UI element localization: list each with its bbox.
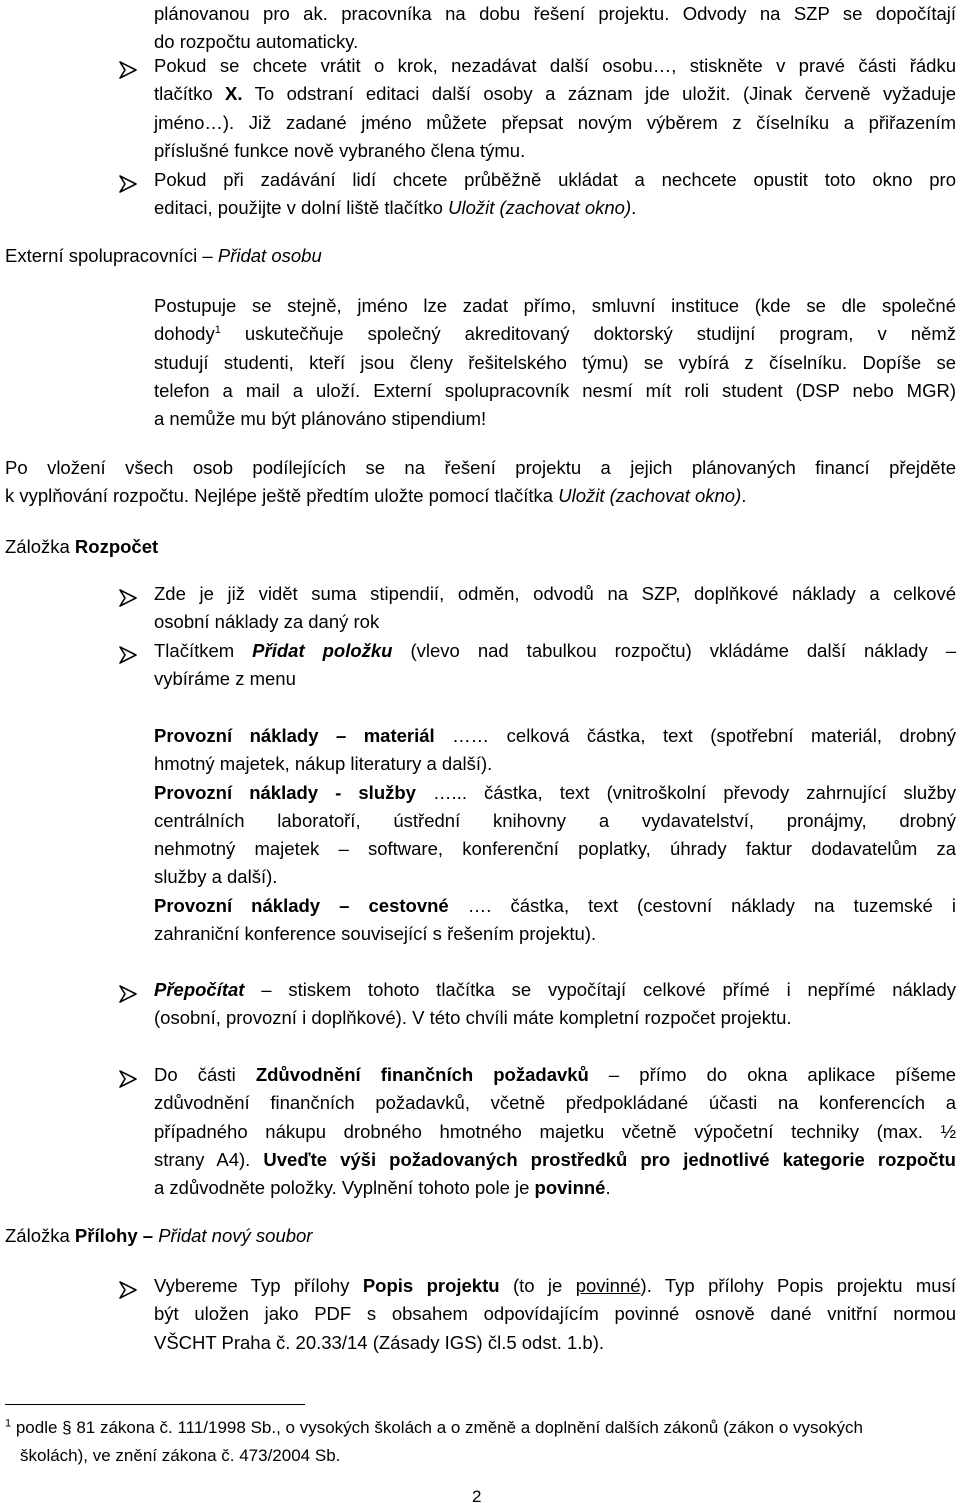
text-run: editaci, použijte v dolní liště tlačítko [154,197,449,219]
menu-item-travel: Provozní náklady – cestovné [154,894,449,916]
bullet-add-item [154,637,956,694]
menu-item-material: Provozní náklady – materiál [154,725,435,746]
text-line: Pokud se chcete vrátit o krok, nezadávat další osobu…, stiskněte v pravé části řádku [154,55,956,76]
footnote-divider [5,1404,305,1405]
page-number: 2 [472,1487,482,1506]
text-run: k vyplňování rozpočtu. Nejlépe ještě předtím uložte pomocí tlačítka [5,485,559,507]
text-line: VŠCHT Praha č. 20.33/14 (Zásady IGS) čl.5 odst. 1.b). [154,1331,605,1353]
save-button-ref: Uložit (zachovat okno) [448,197,632,219]
text-line: zahraniční konference související s řešením projektu). [154,923,597,945]
text-run: – stiskem tohoto tlačítka se vypočítají celkové přímé i nepřímé náklady [244,979,956,1000]
text-line: a nemůže mu být plánováno stipendium! [154,408,487,430]
attachment-type-ref: Popis projektu [362,1275,500,1296]
text-line [154,1146,956,1174]
text-run: Záložka [5,536,75,557]
text-line: být uložen jako PDF s obsahem odpovídajícím povinné osnově dané vnitřní normou [154,1303,956,1325]
bullet-justification [154,1061,956,1202]
text-run: dohody [154,323,215,345]
text-line [154,1272,956,1300]
text-line: nehmotný majetek – software, konferenční poplatky, úhrady faktur dodavatelům za [154,838,956,860]
text-run: Do části [154,1064,256,1085]
text-run: …… celková částka, text (spotřební materiál, drobný [434,725,956,746]
footnote-ref: 1 [214,324,221,337]
text-line: zdůvodnění finančních požadavků, včetně předpokládané účasti na konferencích a [154,1092,956,1114]
text-line: (osobní, provozní i doplňkové). V této chvíli máte kompletní rozpočet projektu. [154,1007,792,1029]
text-line: vybíráme z menu [154,668,296,690]
text-line: Postupuje se stejně, jméno lze zadat přímo, smluvní instituce (kde se dle společné [154,295,956,316]
text-run: . [741,485,747,507]
arrow-bullet-icon [118,980,142,1004]
arrow-bullet-icon [118,641,142,665]
add-file-ref: Přidat nový soubor [158,1225,313,1246]
text-line: studují studenti, kteří jsou členy řešitelského týmu) se vybírá z číselníku. Dopíše se [154,351,956,373]
bullet-save-progress [154,166,956,223]
text-run: To odstraní editaci další osoby a záznam jde uložit. (Jinak červeně vyžaduje [242,83,956,105]
text-line: osobní náklady za daný rok [154,611,380,633]
menu-item-services: Provozní náklady - služby [154,781,416,803]
footnote-line [5,1414,957,1442]
text-run: . [631,197,637,219]
arrow-bullet-icon [118,170,142,194]
section-heading-budget [5,533,505,561]
bullet-budget-sum [154,580,956,637]
footnote-line: školách), ve znění zákona č. 473/2004 Sb. [20,1446,341,1465]
text-line: případného nákupu drobného hmotného majetku včetně výpočetní techniky (max. ½ [154,1120,956,1142]
text-run: a zdůvodněte položky. Vyplnění tohoto pole je [154,1177,535,1199]
text-line [154,976,956,1004]
text-run: . [605,1177,611,1199]
text-line [5,482,956,510]
text-line: Po vložení všech osob podílejících se na řešení projektu a jejich plánovaných financí přejděte [5,457,956,478]
text-line [154,1174,956,1202]
footnote [5,1414,957,1470]
section-heading-attachments [5,1222,705,1250]
bullet-back-step [154,52,956,165]
heading-line [5,1222,705,1250]
text-run: Externí spolupracovníci – [5,245,218,266]
text-line [154,722,956,750]
emphasis-text: Uveďte výši požadovaných prostředků pro jednotlivé kategorie rozpočtu [263,1148,956,1170]
bullet-recalculate [154,976,956,1033]
text-line: hmotný majetek, nákup literatury a další). [154,753,493,775]
text-run: …. částka, text (cestovní náklady na tuzemské i [448,894,956,916]
text-line: do rozpočtu automaticky. [154,31,359,53]
text-line [154,637,956,665]
recalculate-button-ref: Přepočítat [154,979,245,1000]
text-line [154,80,956,108]
text-line: plánovanou pro ak. pracovníka na dobu řešení projektu. Odvody na SZP se dopočítají [154,3,956,24]
add-person-ref: Přidat osobu [217,245,322,266]
required-text: povinné [575,1275,641,1296]
text-line: centrálních laboratoří, ústřední knihovny a vydavatelství, pronájmy, drobný [154,809,956,831]
text-run: tlačítko [154,83,226,105]
add-item-button-ref: Přidat položku [252,640,393,661]
text-run: ). Typ přílohy Popis projektu musí [640,1275,956,1296]
transition-paragraph [5,454,956,511]
heading-line [5,533,505,561]
justification-section-ref: Zdůvodnění finančních požadavků [255,1064,589,1085]
text-line: Pokud při zadávání lidí chcete průběžně ukládat a nechcete opustit toto okno pro [154,169,956,190]
arrow-bullet-icon [118,584,142,608]
text-line: služby a další). [154,866,278,888]
text-run: (vlevo nad tabulkou rozpočtu) vkládáme další náklady – [392,640,956,661]
text-run: Tlačítkem [154,640,253,661]
external-paragraph [154,292,956,433]
save-button-ref: Uložit (zachovat okno) [558,485,742,507]
text-run: strany A4). [154,1148,264,1170]
intro-continuation [154,0,956,57]
text-run: …... částka, text (vnitroškolní převody zahrnující služby [415,781,956,803]
text-run: – přímo do okna aplikace píšeme [588,1064,957,1085]
text-run: Vybereme Typ přílohy [154,1275,363,1296]
bullet-attachment-type [154,1272,956,1357]
heading-line [5,242,705,270]
text-line [154,779,956,807]
x-button-label: X. [225,83,243,105]
text-line [154,320,956,348]
text-run: – [137,1225,159,1246]
section-heading-external [5,242,705,270]
text-run: (to je [499,1275,576,1296]
text-line: příslušné funkce nově vybraného člena týmu. [154,139,526,161]
arrow-bullet-icon [118,56,142,80]
text-line: jméno…). Již zadané jméno můžete přepsat novým výběrem z číselníku a přiřazením [154,111,956,133]
arrow-bullet-icon [118,1065,142,1089]
budget-menu-items [154,722,956,948]
footnote-mark: 1 [5,1417,12,1430]
text-run: Záložka [5,1225,75,1246]
text-line [154,1061,956,1089]
text-line: Zde je již vidět suma stipendií, odměn, odvodů na SZP, doplňkové náklady a celkové [154,583,956,604]
arrow-bullet-icon [118,1276,142,1300]
text-run: podle § 81 zákona č. 111/1998 Sb., o vysokých školách a o změně a doplnění dalších zákonů (zákon o vysokých [11,1418,863,1437]
tab-name: Rozpočet [74,536,159,557]
tab-name: Přílohy [74,1225,138,1246]
emphasis-text: povinné [534,1177,606,1199]
text-run: uskutečňuje společný akreditovaný doktorský studijní program, v němž [220,323,956,345]
text-line [154,194,956,222]
text-line: telefon a mail a uloží. Externí spolupracovník nesmí mít roli student (DSP nebo MGR) [154,379,956,401]
text-line [154,892,956,920]
